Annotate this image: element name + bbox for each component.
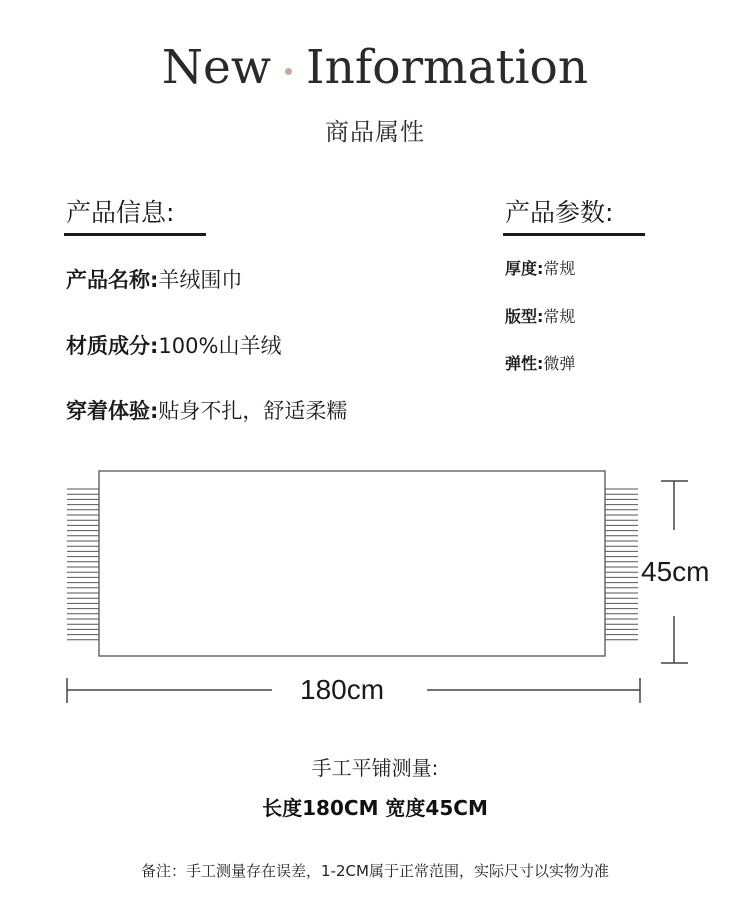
info-value: 100%山羊绒 bbox=[158, 334, 282, 358]
info-value: 贴身不扎，舒适柔糯 bbox=[158, 399, 348, 423]
param-value: 常规 bbox=[543, 307, 576, 326]
param-value: 常规 bbox=[543, 259, 576, 278]
title-dot bbox=[285, 68, 292, 75]
page-title bbox=[162, 38, 588, 98]
scarf-body bbox=[99, 471, 605, 656]
scarf-diagram bbox=[0, 460, 750, 710]
title-part-new: New bbox=[161, 40, 272, 95]
param-row-elasticity bbox=[505, 353, 575, 375]
info-label: 材质成分: bbox=[66, 334, 159, 358]
info-row-experience bbox=[66, 397, 347, 425]
product-info-underline bbox=[64, 233, 206, 236]
param-label: 弹性: bbox=[505, 354, 544, 373]
info-row-name bbox=[66, 266, 242, 294]
info-label: 穿着体验: bbox=[66, 399, 159, 423]
footnote: 备注：手工测量存在误差，1-2CM属于正常范围，实际尺寸以实物为准 bbox=[141, 862, 609, 880]
info-value: 羊绒围巾 bbox=[158, 268, 243, 292]
param-row-fit bbox=[505, 306, 575, 328]
title-block bbox=[0, 38, 750, 98]
scarf-fringe-left bbox=[67, 489, 99, 640]
param-label: 版型: bbox=[505, 307, 544, 326]
measurement-title: 手工平铺测量: bbox=[311, 756, 439, 780]
subtitle: 商品属性 bbox=[325, 118, 425, 146]
measurement-size: 长度180CM 宽度45CM bbox=[262, 796, 488, 820]
param-row-thickness bbox=[505, 258, 575, 280]
info-label: 产品名称: bbox=[66, 268, 159, 292]
product-params-heading: 产品参数: bbox=[505, 198, 614, 227]
title-part-information: Information bbox=[306, 40, 589, 95]
length-label: 180cm bbox=[300, 674, 385, 705]
param-value: 微弹 bbox=[543, 354, 576, 373]
product-params-underline bbox=[503, 233, 645, 236]
product-info-heading: 产品信息: bbox=[66, 198, 175, 227]
info-row-material bbox=[66, 332, 281, 360]
param-label: 厚度: bbox=[505, 259, 544, 278]
scarf-fringe-right bbox=[605, 489, 638, 640]
width-label: 45cm bbox=[641, 556, 710, 587]
